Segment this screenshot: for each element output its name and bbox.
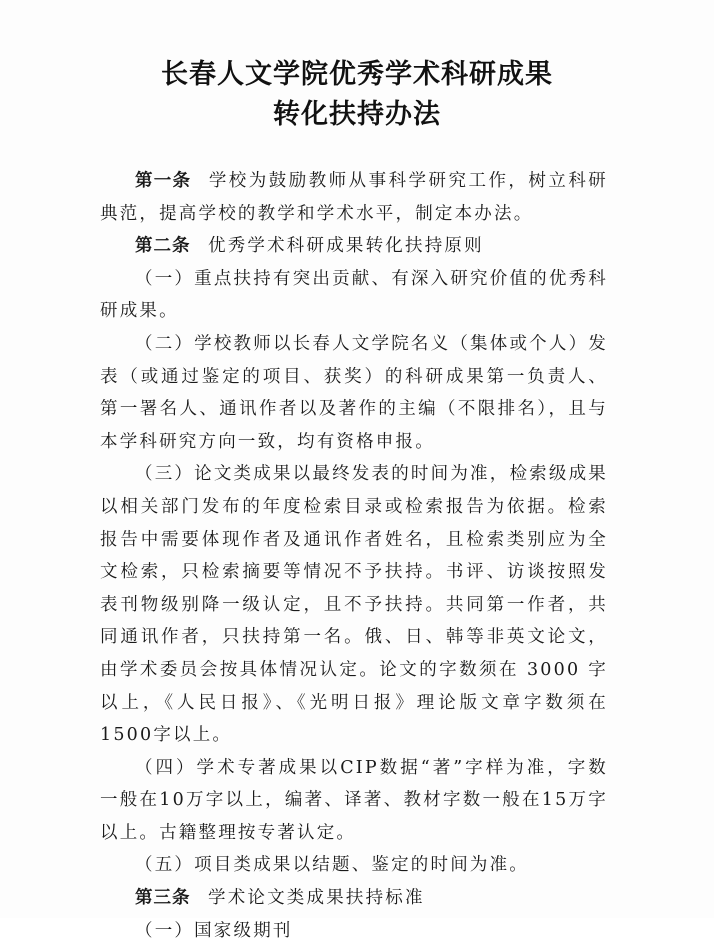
clause-3: （三）论文类成果以最终发表的时间为准，检索级成果以相关部门发布的年度检索目录或检索报告为依据。检索报告中需要体现作者及通讯作者姓名，且检索类别应为全文检索，只检索摘要等情况不予扶持。书评、访谈按照发表刊物级别降一级认定，且不予扶持。共同第一作者，共同通讯作者，只扶持第一名。俄、日、韩等非英文论文，由学术委员会按具体情况认定。论文的字数须在 3000 字以上，《人民日报》、《光明日报》理论版文章字数须在1500字以上。: [100, 464, 608, 746]
article-2: [100, 230, 608, 263]
document-title-line-1: 长春人文学院优秀学术科研成果: [161, 59, 553, 90]
article-1-text: 学校为鼓励教师从事科学研究工作，树立科研典范，提高学校的教学和学术水平，制定本办法。: [100, 171, 609, 224]
article-3-text: 学术论文类成果扶持标准: [208, 888, 425, 909]
article-2-text: 优秀学术科研成果转化扶持原则: [208, 236, 484, 257]
clause-2: （二）学校教师以长春人文学院名义（集体或个人）发表（或通过鉴定的项目、获奖）的科研成果第一负责人、第一署名人、通讯作者以及著作的主编（不限排名），且与本学科研究方向一致，均有资格申报。: [100, 333, 608, 452]
article-1-label: 第一条: [135, 171, 192, 191]
article-2-label: 第二条: [135, 236, 191, 257]
article-3: [100, 882, 608, 915]
clause-4: （四）学术专著成果以CIP数据“著”字样为准，字数一般在10万字以上，编著、译著、教材字数一般在15万字以上。古籍整理按专著认定。: [100, 757, 608, 843]
clause-1: （一）重点扶持有突出贡献、有深入研究价值的优秀科研成果。: [100, 268, 608, 322]
article-3-label: 第三条: [135, 888, 191, 909]
document-title-line-2: 转化扶持办法: [273, 99, 441, 130]
document-body: [100, 165, 608, 947]
article-3-clause-1: （一）国家级期刊: [135, 920, 293, 941]
article-1: [100, 165, 608, 230]
clause-5: （五）项目类成果以结题、鉴定的时间为准。: [135, 855, 529, 876]
